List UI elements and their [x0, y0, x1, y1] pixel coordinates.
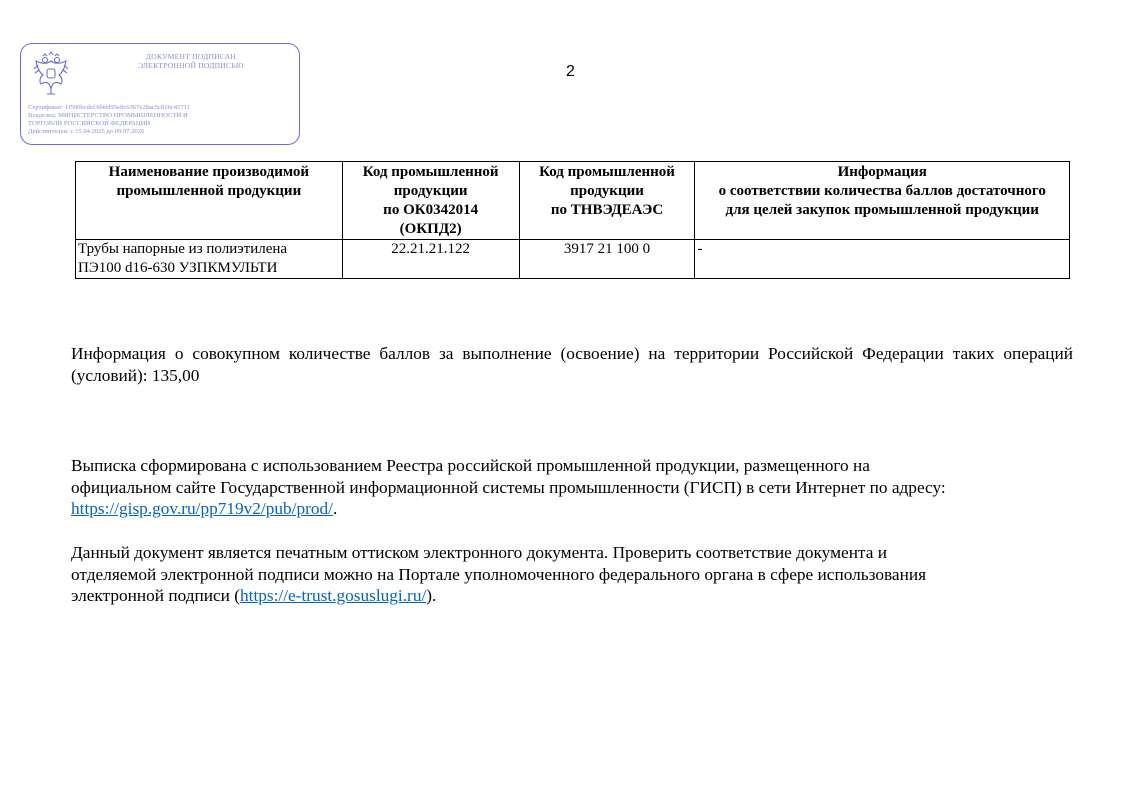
stamp-title: ДОКУМЕНТ ПОДПИСАН ЭЛЕКТРОННОЙ ПОДПИСЬЮ: [138, 52, 244, 70]
header-product-name: Наименование производимой промышленной продукции: [76, 162, 343, 240]
registry-note-paragraph: Выписка сформирована с использованием Реестра российской промышленной продукции, размещенного на официальном сайте Государственной информационной системы промышленности (ГИСП) в сети Интернет по адресу: https://gisp.gov.ru/pp719v2/pub/prod/.: [71, 456, 946, 519]
signature-note-paragraph: Данный документ является печатным оттиском электронного документа. Проверить соответствие документа и отделяемой электронной подписи можно на Портале уполномоченного федерального органа в сфере использования электронной подписи (https://e-trust.gosuslugi.ru/).: [71, 543, 927, 606]
stamp-owner-continued: ТОРГОВЛИ РОССИЙСКОЙ ФЕДЕРАЦИИ: [28, 119, 151, 127]
electronic-signature-stamp: [20, 43, 300, 145]
stamp-validity: Действителен: с 15.04.2025 до 09.07.2026: [28, 127, 145, 135]
points-info-paragraph: Информация о совокупном количестве баллов за выполнение (освоение) на территории Российской Федерации таких операций (условий): 135,00: [71, 344, 1073, 385]
product-table: [75, 161, 1070, 279]
table-header-row: [76, 162, 1070, 240]
coat-of-arms-icon: [28, 51, 74, 97]
cell-okpd2: 22.21.21.122: [342, 240, 519, 279]
table-row: [76, 240, 1070, 279]
cell-product-name: Трубы напорные из полиэтилена ПЭ100 d16-630 УЗПКМУЛЬТИ: [76, 240, 343, 279]
gisp-link[interactable]: https://gisp.gov.ru/pp719v2/pub/prod/: [71, 499, 333, 519]
page-number: 2: [566, 63, 575, 80]
header-tnved-code: Код промышленной продукции по ТНВЭДЕАЭС: [519, 162, 695, 240]
cell-info: -: [695, 240, 1070, 279]
cell-tnved: 3917 21 100 0: [519, 240, 695, 279]
header-points-info: Информация о соответствии количества баллов достаточного для целей закупок промышленной продукции: [695, 162, 1070, 240]
stamp-details: [28, 104, 296, 136]
e-trust-link[interactable]: https://e-trust.gosuslugi.ru/: [240, 586, 427, 606]
stamp-certificate: Сертификат: 1f500bcdef3d4fd95e0c6367e28ac5c816c45711: [28, 104, 191, 111]
header-okpd2-code: Код промышленной продукции по ОК0342014 (ОКПД2): [342, 162, 519, 240]
stamp-owner: Владелец: МИНИСТЕРСТВО ПРОМЫШЛЕННОСТИ И: [28, 111, 188, 119]
